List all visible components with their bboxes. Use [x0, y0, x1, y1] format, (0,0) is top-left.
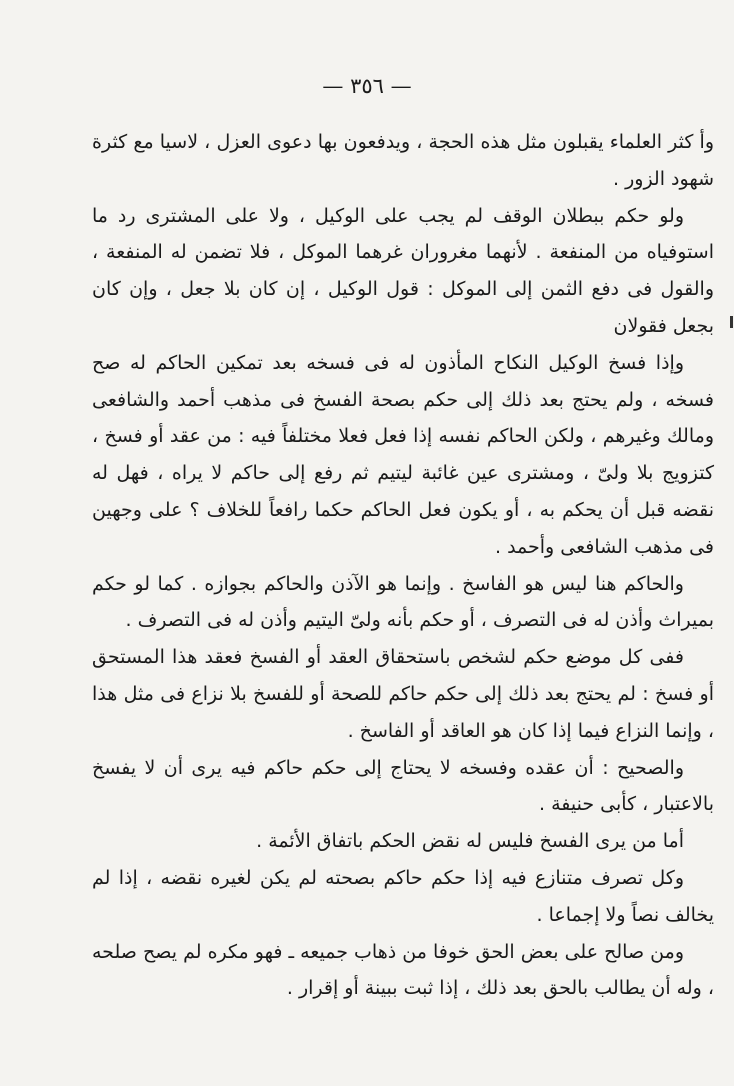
paragraph-1: وأ كثر العلماء يقبلون مثل هذه الحجة ، ويدفعون بها دعوى العزل ، لاسيا مع كثرة شهود الزور .	[92, 131, 714, 190]
paragraph-5: ففى كل موضع حكم لشخص باستحقاق العقد أو الفسخ فعقد هذا المستحق أو فسخ : لم يحتج بعد ذلك إلى حكم حاكم للصحة أو للفسخ بلا نزاع فى مثل هذا ، وإنما النزاع فيما إذا كان هو العاقد أو الفاسخ .	[92, 646, 714, 742]
paragraph-2: ولو حكم ببطلان الوقف لم يجب على الوكيل ، ولا على المشترى رد ما استوفياه من المنفعة . لأنهما مغروران غرهما الموكل ، فلا تضمن له المنفعة ، والقول فى دفع الثمن إلى الموكل : قول الوكيل ، إن كان بلا جعل ، وإن كان بجعل فقولان	[92, 204, 714, 337]
margin-mark	[730, 316, 733, 328]
page-number: — ٣٥٦ —	[322, 74, 412, 98]
paragraph-4: والحاكم هنا ليس هو الفاسخ . وإنما هو الآذن والحاكم بجوازه . كما لو حكم بميراث وأذن له فى التصرف ، أو حكم بأنه ولىّ اليتيم وأذن له فى التصرف .	[92, 572, 714, 632]
document-body	[92, 124, 714, 1007]
paragraph-6: والصحيح : أن عقده وفسخه لا يحتاج إلى حكم حاكم فيه يرى أن لا يفسخ بالاعتبار ، كأبى حنيفة .	[92, 756, 714, 816]
paragraph-7: أما من يرى الفسخ فليس له نقض الحكم باتفاق الأئمة .	[256, 830, 684, 853]
paragraph-3: وإذا فسخ الوكيل النكاح المأذون له فى فسخه بعد تمكين الحاكم له صح فسخه ، ولم يحتج بعد ذلك إلى حكم بصحة الفسخ فى مذهب أحمد والشافعى ومالك وغيرهم ، ولكن الحاكم نفسه إذا فعل فعلا مختلفاً فيه : من عقد أو فسخ ، كتزويج بلا ولىّ ، ومشترى عين غائبة ليتيم ثم رفع إلى حاكم لا يراه ، فهل له نقضه قبل أن يحكم به ، أو يكون فعل الحاكم حكما رافعاً للخلاف ؟ على وجهين فى مذهب الشافعى وأحمد .	[92, 351, 714, 558]
paragraph-8: وكل تصرف متنازع فيه إذا حكم حاكم بصحته لم يكن لغيره نقضه ، إذا لم يخالف نصاً ولا إجماعا .	[92, 866, 714, 926]
paragraph-9: ومن صالح على بعض الحق خوفا من ذهاب جميعه ـ فهو مكره لم يصح صلحه ، وله أن يطالب بالحق بعد ذلك ، إذا ثبت ببينة أو إقرار .	[92, 940, 714, 1000]
